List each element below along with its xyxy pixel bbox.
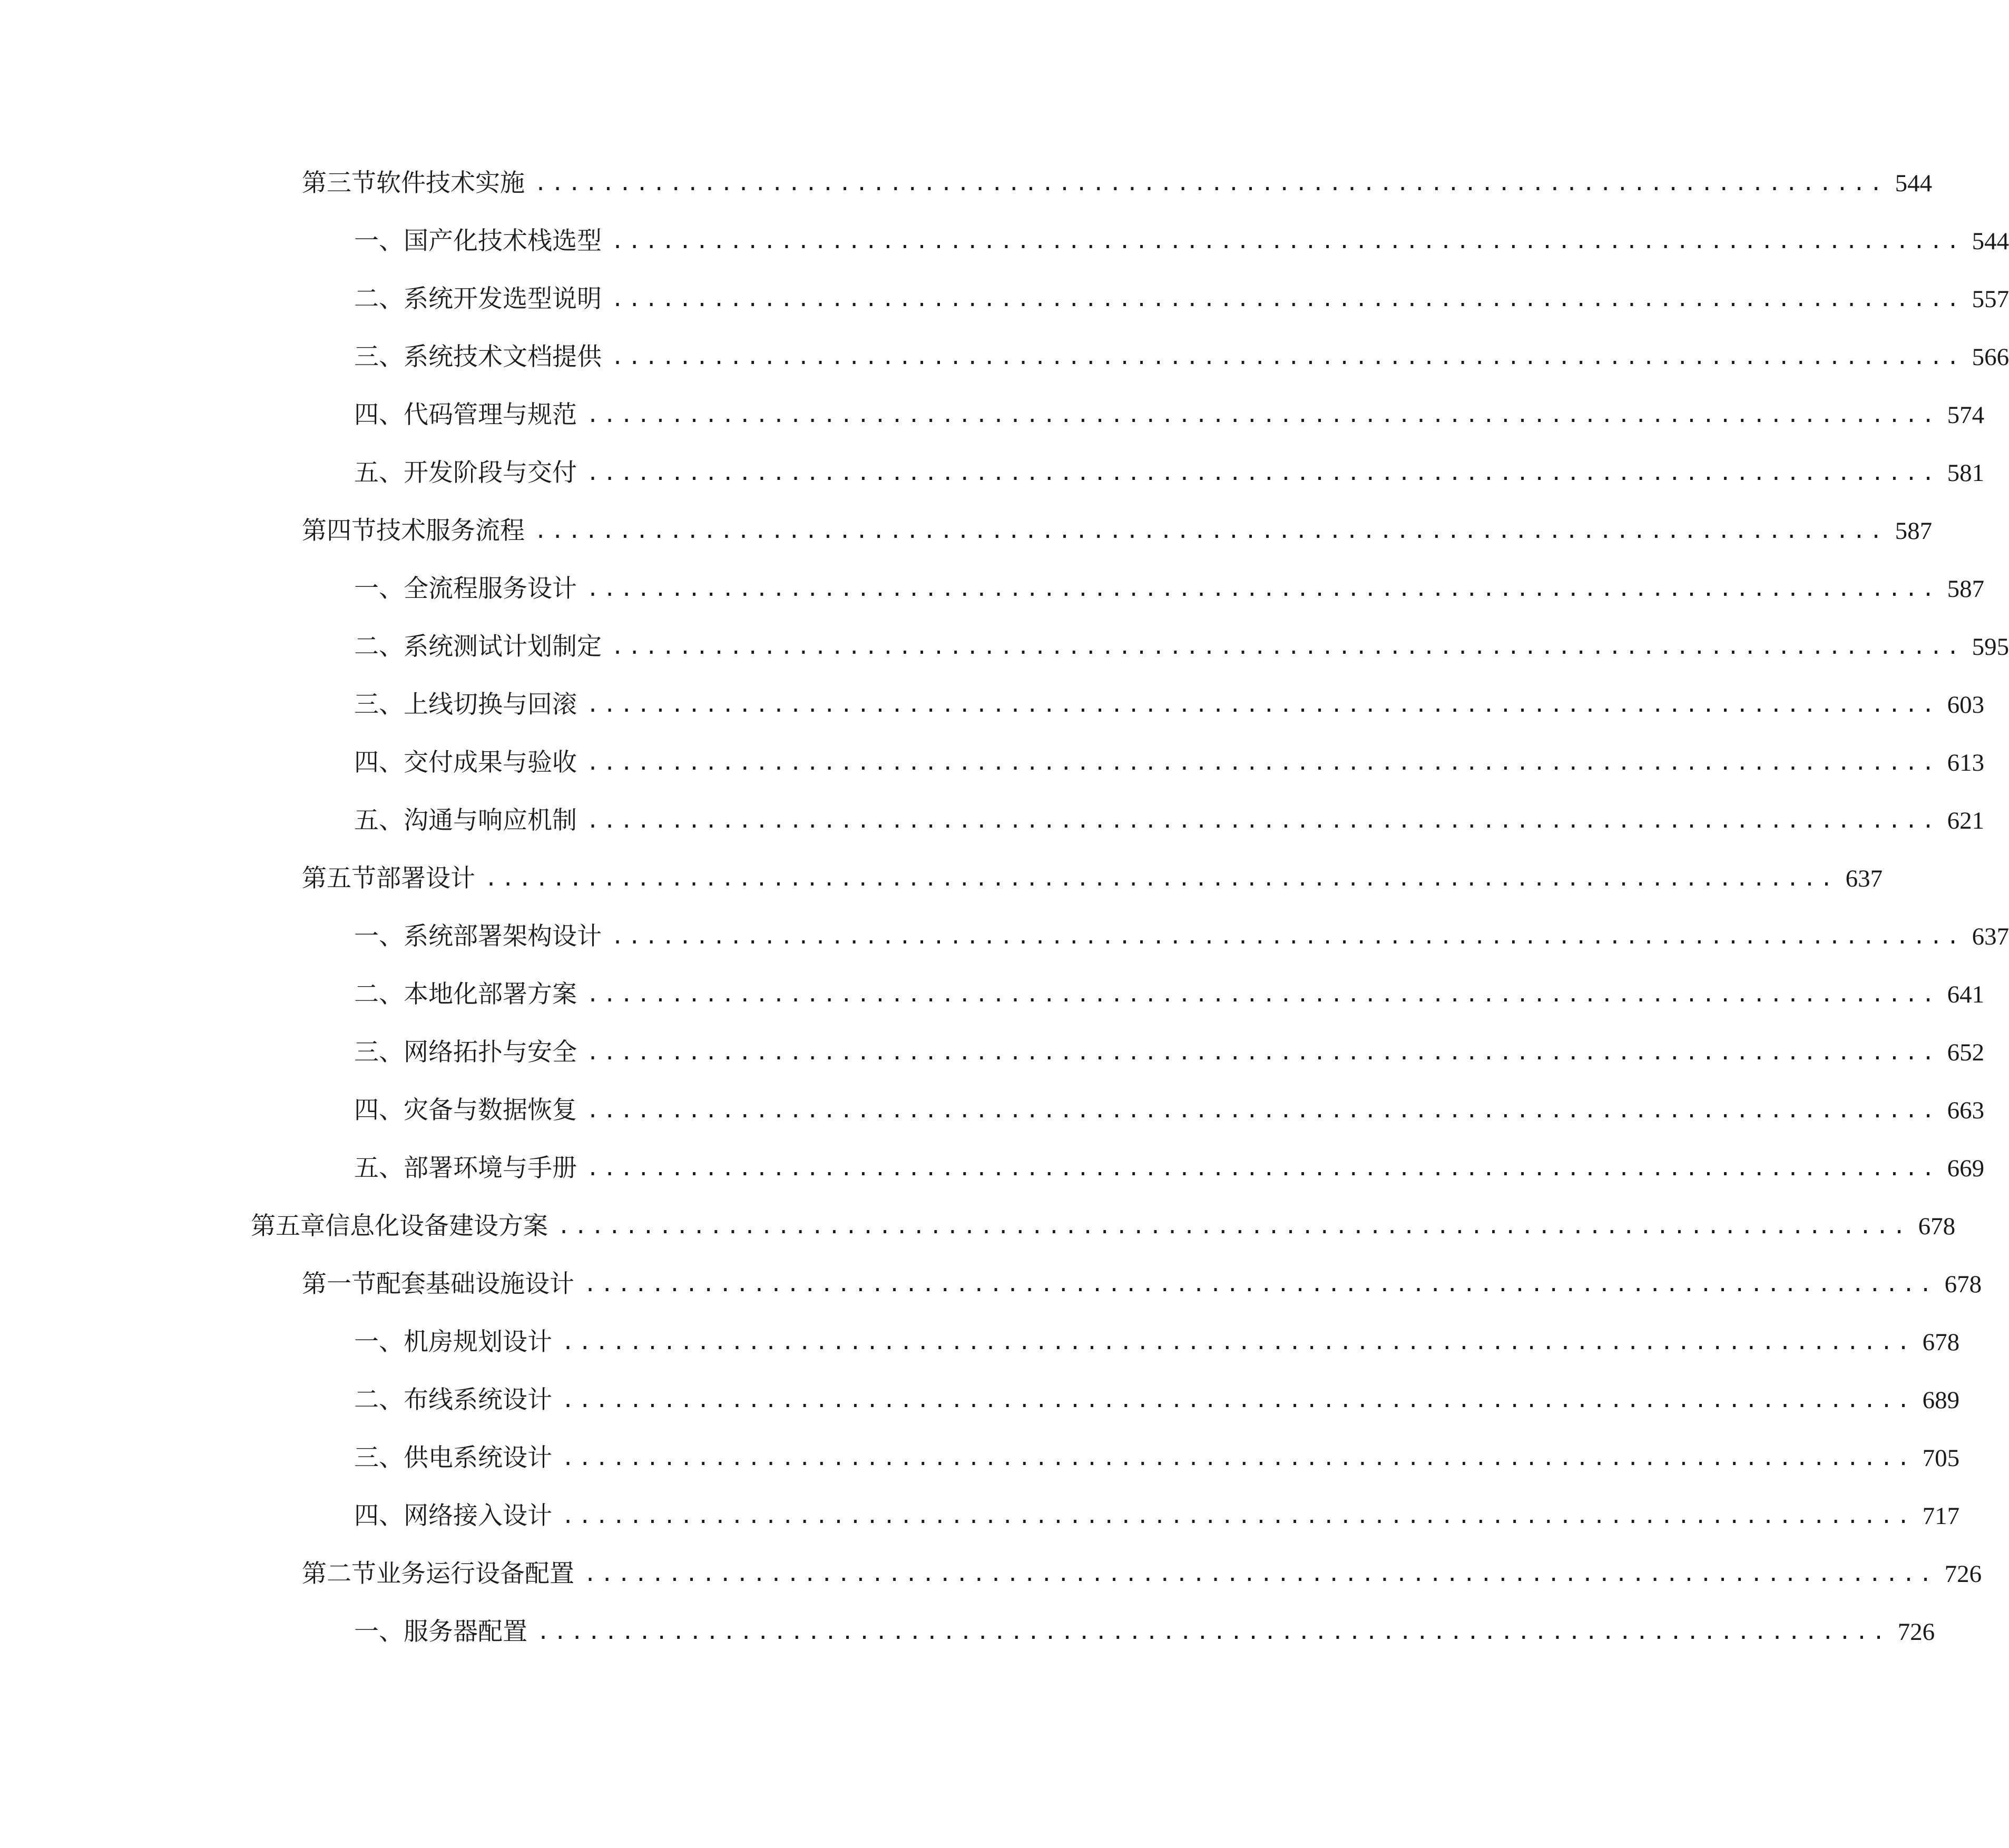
toc-page-number: 581 — [1947, 459, 1985, 487]
toc-page-number: 613 — [1947, 749, 1985, 776]
toc-entry-number: 三、 — [354, 690, 404, 719]
toc-entry-title: 网络拓扑与安全 — [404, 1038, 577, 1067]
toc-dot-leader: ................................................................................ — [586, 1040, 1939, 1065]
toc-entry-title: 国产化技术栈选型 — [404, 227, 602, 255]
toc-page-number: 678 — [1922, 1329, 1960, 1356]
toc-dot-leader: ................................................................................ — [586, 403, 1939, 427]
toc-entry-item[interactable] — [354, 1611, 1935, 1653]
toc-entry-item[interactable] — [354, 336, 2009, 378]
toc-entry-title: 全流程服务设计 — [404, 574, 577, 603]
toc-page-number: 587 — [1947, 575, 1985, 603]
toc-page-number: 641 — [1947, 981, 1985, 1008]
toc-page-number: 705 — [1922, 1444, 1960, 1472]
toc-dot-leader: ................................................................................ — [611, 287, 1964, 311]
toc-page-number: 726 — [1944, 1560, 1982, 1588]
toc-entry-item[interactable] — [354, 1495, 1960, 1537]
toc-entry-item[interactable] — [354, 684, 1985, 726]
toc-dot-leader: ................................................................................ — [611, 925, 1964, 949]
toc-entry-number: 第五章 — [251, 1212, 325, 1241]
toc-entry-title: 服务器配置 — [404, 1617, 527, 1646]
toc-entry-item[interactable] — [354, 800, 1985, 842]
toc-entry-section[interactable] — [302, 858, 1883, 900]
toc-entry-number: 一、 — [354, 227, 404, 255]
toc-entry-title: 沟通与响应机制 — [404, 806, 577, 835]
toc-entry-number: 五、 — [354, 458, 404, 487]
toc-dot-leader: ................................................................................ — [562, 1446, 1914, 1470]
toc-entry-title: 机房规划设计 — [404, 1328, 552, 1356]
toc-dot-leader: ................................................................................ — [584, 1562, 1936, 1586]
toc-entry-number: 四、 — [354, 400, 404, 429]
toc-entry-item[interactable] — [354, 1321, 1960, 1363]
toc-entry-number: 一、 — [354, 574, 404, 603]
toc-entry-title: 配套基础设施设计 — [376, 1270, 574, 1299]
toc-page-number: 726 — [1897, 1618, 1935, 1646]
toc-entry-item[interactable] — [354, 1379, 1960, 1421]
toc-entry-title: 系统部署架构设计 — [404, 922, 602, 951]
toc-entry-title: 业务运行设备配置 — [376, 1559, 574, 1588]
toc-entry-item[interactable] — [354, 452, 1985, 494]
toc-dot-leader: ................................................................................ — [562, 1504, 1914, 1528]
toc-entry-title: 网络接入设计 — [404, 1501, 552, 1530]
toc-dot-leader: ................................................................................ — [485, 867, 1837, 891]
toc-entry-item[interactable] — [354, 626, 2009, 668]
toc-page-number: 603 — [1947, 691, 1985, 719]
toc-dot-leader: ................................................................................ — [611, 345, 1964, 369]
toc-page-number: 587 — [1895, 517, 1933, 545]
toc-entry-number: 四、 — [354, 1501, 404, 1530]
toc-entry-item[interactable] — [354, 278, 2009, 320]
toc-entry-number: 三、 — [354, 1443, 404, 1472]
toc-page-number: 566 — [1972, 343, 2009, 371]
toc-dot-leader: ................................................................................ — [611, 229, 1964, 253]
toc-dot-leader: ................................................................................ — [534, 519, 1887, 543]
toc-entry-item[interactable] — [354, 394, 1985, 436]
toc-page-number: 544 — [1972, 228, 2009, 255]
toc-page-number: 621 — [1947, 807, 1985, 834]
toc-entry-section[interactable] — [302, 1553, 1982, 1595]
toc-dot-leader: ................................................................................ — [586, 809, 1939, 833]
toc-entry-title: 上线切换与回滚 — [404, 690, 577, 719]
toc-entry-title: 部署环境与手册 — [404, 1154, 577, 1183]
toc-entry-number: 二、 — [354, 980, 404, 1009]
toc-dot-leader: ................................................................................ — [586, 461, 1939, 485]
toc-entry-number: 第五节 — [302, 864, 376, 893]
toc-entry-item[interactable] — [354, 742, 1985, 784]
toc-entry-title: 代码管理与规范 — [404, 400, 577, 429]
toc-entry-section[interactable] — [302, 510, 1933, 552]
toc-entry-title: 技术服务流程 — [376, 516, 525, 545]
toc-entry-number: 一、 — [354, 922, 404, 951]
toc-entry-title: 系统开发选型说明 — [404, 284, 602, 313]
toc-entry-number: 三、 — [354, 342, 404, 371]
toc-entry-number: 第二节 — [302, 1559, 376, 1588]
toc-entry-item[interactable] — [354, 974, 1985, 1016]
toc-dot-leader: ................................................................................ — [584, 1272, 1936, 1296]
toc-dot-leader: ................................................................................ — [586, 577, 1939, 601]
toc-dot-leader: ................................................................................ — [586, 1098, 1939, 1123]
toc-dot-leader: ................................................................................ — [534, 171, 1887, 195]
toc-entry-item[interactable] — [354, 916, 2009, 958]
toc-entry-section[interactable] — [302, 162, 1933, 204]
toc-page-number: 663 — [1947, 1097, 1985, 1124]
toc-page-number: 574 — [1947, 401, 1985, 429]
toc-page-number: 557 — [1972, 286, 2009, 313]
toc-entry-number: 一、 — [354, 1328, 404, 1356]
toc-entry-item[interactable] — [354, 1147, 1985, 1190]
toc-entry-title: 布线系统设计 — [404, 1385, 552, 1414]
toc-entry-number: 一、 — [354, 1617, 404, 1646]
toc-dot-leader: ................................................................................ — [562, 1330, 1914, 1354]
toc-entry-number: 五、 — [354, 806, 404, 835]
toc-entry-chapter[interactable] — [251, 1205, 1956, 1247]
toc-entry-title: 供电系统设计 — [404, 1443, 552, 1472]
toc-entry-number: 第三节 — [302, 169, 376, 198]
toc-page-number: 544 — [1895, 170, 1933, 197]
toc-page-number: 689 — [1922, 1387, 1960, 1414]
toc-entry-number: 三、 — [354, 1038, 404, 1067]
toc-entry-item[interactable] — [354, 568, 1985, 610]
toc-entry-title: 本地化部署方案 — [404, 980, 577, 1009]
toc-dot-leader: ................................................................................ — [611, 635, 1964, 659]
toc-entry-title: 系统技术文档提供 — [404, 342, 602, 371]
toc-dot-leader: ................................................................................ — [562, 1388, 1914, 1412]
toc-entry-number: 四、 — [354, 1096, 404, 1125]
toc-page-number: 595 — [1972, 633, 2009, 661]
toc-entry-section[interactable] — [302, 1263, 1982, 1305]
toc-page-number: 678 — [1944, 1271, 1982, 1298]
toc-entry-item[interactable] — [354, 220, 2009, 262]
toc-page-number: 717 — [1922, 1502, 1960, 1530]
toc-page-number: 637 — [1972, 923, 2009, 950]
toc-page-number: 637 — [1845, 865, 1883, 892]
toc-dot-leader: ................................................................................ — [537, 1620, 1889, 1644]
toc-entry-item[interactable] — [354, 1031, 1985, 1074]
toc-dot-leader: ................................................................................ — [586, 751, 1939, 775]
toc-page-number: 678 — [1918, 1213, 1956, 1240]
toc-entry-title: 部署设计 — [376, 864, 475, 893]
toc-dot-leader: ................................................................................ — [586, 693, 1939, 717]
toc-entry-number: 二、 — [354, 1385, 404, 1414]
toc-entry-number: 第四节 — [302, 516, 376, 545]
toc-entry-title: 开发阶段与交付 — [404, 458, 577, 487]
toc-dot-leader: ................................................................................ — [557, 1214, 1910, 1238]
toc-entry-title: 系统测试计划制定 — [404, 632, 602, 661]
toc-dot-leader: ................................................................................ — [586, 1156, 1939, 1181]
toc-entry-number: 五、 — [354, 1154, 404, 1183]
toc-entry-item[interactable] — [354, 1437, 1960, 1479]
toc-entry-title: 交付成果与验收 — [404, 748, 577, 777]
toc-page-number: 652 — [1947, 1039, 1985, 1066]
toc-entry-item[interactable] — [354, 1089, 1985, 1132]
toc-page-number: 669 — [1947, 1155, 1985, 1182]
toc-dot-leader: ................................................................................ — [586, 982, 1939, 1007]
toc-entry-title: 信息化设备建设方案 — [325, 1212, 548, 1241]
toc-entry-title: 灾备与数据恢复 — [404, 1096, 577, 1125]
toc-entry-number: 四、 — [354, 748, 404, 777]
toc-entry-number: 第一节 — [302, 1270, 376, 1299]
toc-entry-title: 软件技术实施 — [376, 169, 525, 198]
toc-entry-number: 二、 — [354, 284, 404, 313]
toc-entry-number: 二、 — [354, 632, 404, 661]
